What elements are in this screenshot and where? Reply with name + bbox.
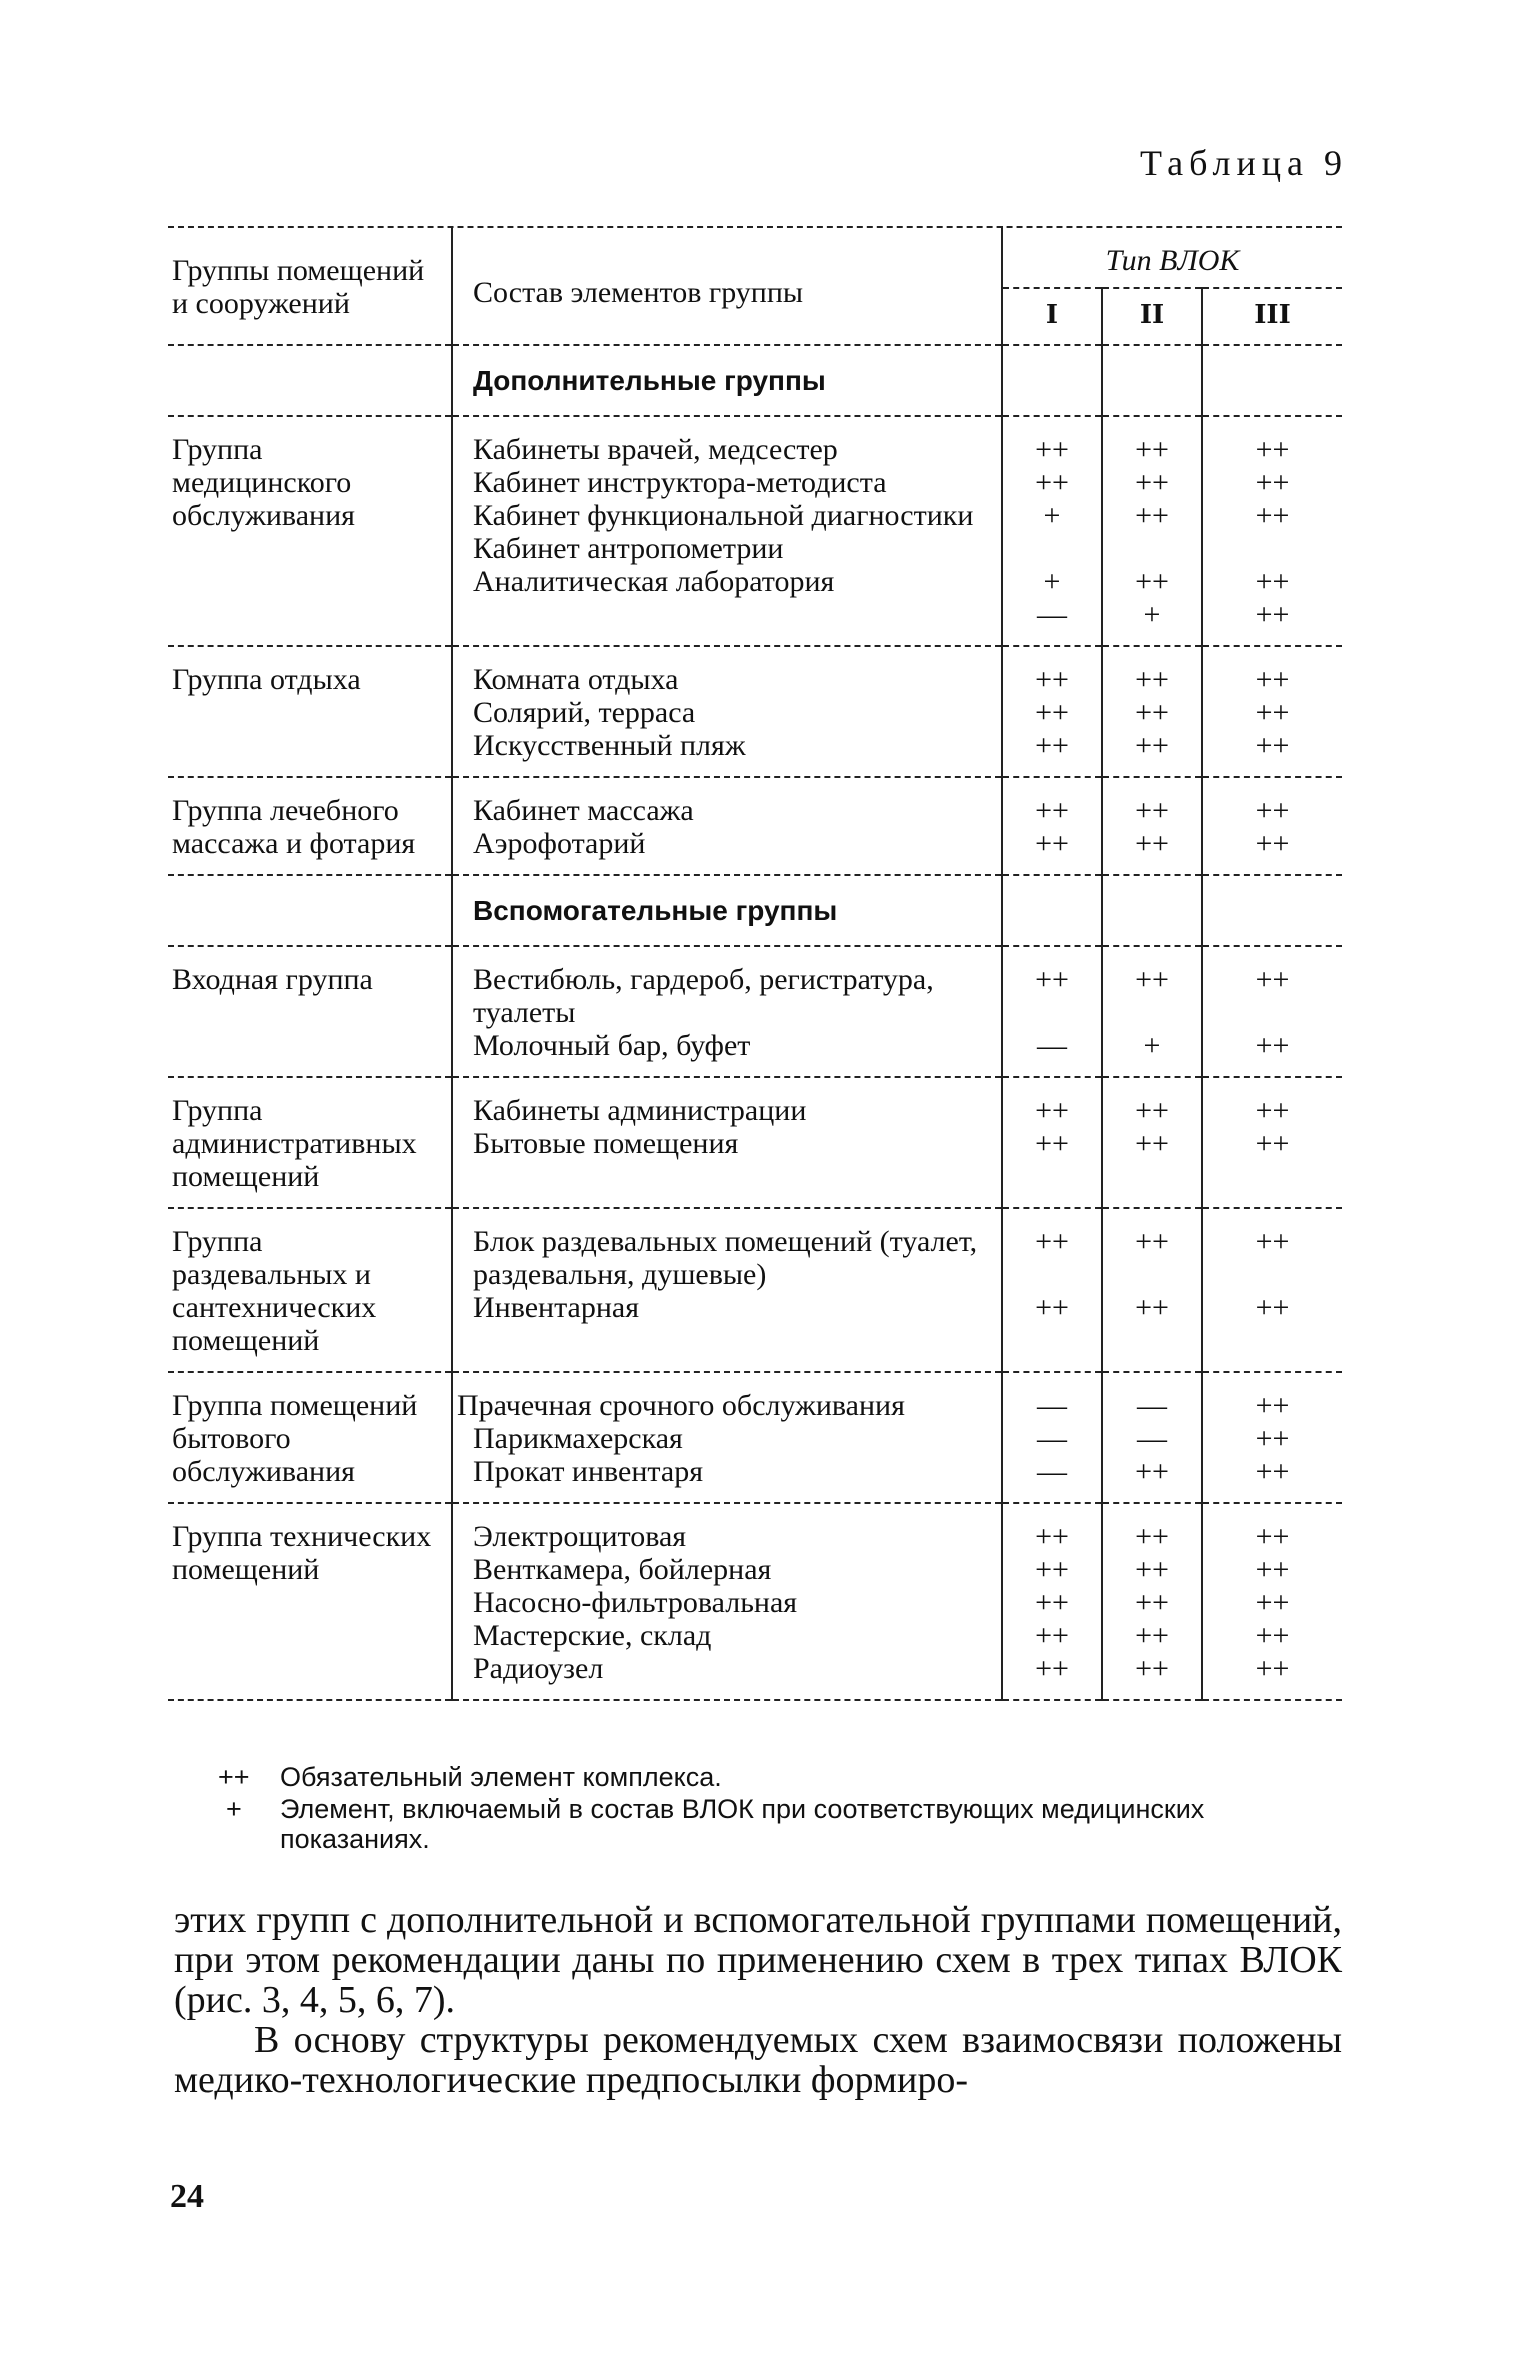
type-1-values: — — — (1002, 1372, 1102, 1503)
page-number: 24 (170, 2178, 204, 2215)
type-3-values: ++ ++ (1202, 777, 1342, 875)
table-row (168, 1077, 1342, 1208)
legend-item (218, 1794, 1338, 1854)
group-name: Группа лечебного массажа и фотария (168, 777, 452, 875)
group-elements: Кабинет массажа Аэрофотарий (452, 777, 1002, 875)
section-row (168, 875, 1342, 946)
section-row (168, 345, 1342, 416)
type-3-values: ++ ++ ++ (1202, 646, 1342, 777)
type-3-values: ++ ++ ++ ++ ++ (1202, 416, 1342, 646)
group-name: Входная группа (168, 946, 452, 1077)
legend-symbol: + (226, 1794, 242, 1824)
group-name: Группа технических помещений (168, 1503, 452, 1700)
legend-text: Обязательный элемент комплекса. (280, 1762, 722, 1792)
group-elements: Кабинеты администрации Бытовые помещения (452, 1077, 1002, 1208)
header-type: Тип ВЛОК (1002, 226, 1342, 288)
type-2-values: — — ++ (1102, 1372, 1202, 1503)
type-2-values: ++ ++ ++ ++ ++ (1102, 1503, 1202, 1700)
group-elements: Комната отдыха Солярий, терраса Искусственный пляж (452, 646, 1002, 777)
table-row (168, 777, 1342, 875)
legend-text: Элемент, включаемый в состав ВЛОК при соответствующих медицинских показаниях. (280, 1794, 1205, 1854)
type-3-values: ++ ++ (1202, 946, 1342, 1077)
table-row (168, 646, 1342, 777)
legend-item (218, 1762, 1338, 1792)
header-elements: Состав элементов группы (452, 226, 1002, 345)
type-3-values: ++ ++ (1202, 1208, 1342, 1372)
table-9 (168, 226, 1342, 1701)
type-1-values: ++ ++ (1002, 777, 1102, 875)
table-row (168, 1503, 1342, 1700)
type-2-values: ++ ++ ++ ++ + (1102, 416, 1202, 646)
header-type-3: III (1202, 288, 1342, 345)
type-1-values: ++ ++ + + — (1002, 416, 1102, 646)
type-1-values: ++ ++ (1002, 1077, 1102, 1208)
type-2-values: ++ + (1102, 946, 1202, 1077)
header-type-2: II (1102, 288, 1202, 345)
type-2-values: ++ ++ (1102, 1077, 1202, 1208)
type-1-values: ++ — (1002, 946, 1102, 1077)
paragraph: В основу структуры рекомендуемых схем взаимосвязи положены медико-технологические предпосылки формиро- (174, 2019, 1342, 2101)
table-top-rule (168, 226, 1342, 228)
group-elements: Блок раздевальных помещений (туалет, раздевальня, душевые) Инвентарная (452, 1208, 1002, 1372)
group-name: Группа медицинского обслуживания (168, 416, 452, 646)
header-group: Группы помещений и сооружений (168, 226, 452, 345)
type-2-values: ++ ++ (1102, 1208, 1202, 1372)
table-legend (218, 1762, 1338, 1856)
type-1-values: ++ ++ ++ (1002, 646, 1102, 777)
table-row (168, 946, 1342, 1077)
group-elements: Прачечная срочного обслуживания Парикмахерская Прокат инвентаря (452, 1372, 1002, 1503)
group-elements: Электрощитовая Венткамера, бойлерная Насосно-фильтровальная Мастерские, склад Радиоузел (452, 1503, 1002, 1700)
type-3-values: ++ ++ ++ (1202, 1372, 1342, 1503)
group-elements: Кабинеты врачей, медсестер Кабинет инструктора-методиста Кабинет функциональной диагностики Кабинет антропометрии Аналитическая лаборатория (452, 416, 1002, 646)
type-3-values: ++ ++ ++ ++ ++ (1202, 1503, 1342, 1700)
table-row (168, 416, 1342, 646)
group-name: Группа отдыха (168, 646, 452, 777)
group-name: Группа административных помещений (168, 1077, 452, 1208)
paragraph: этих групп с дополнительной и вспомогательной группами помещений, при этом рекомендации даны по применению схем в трех типах ВЛОК (рис. 3, 4, 5, 6, 7). (174, 1899, 1342, 2021)
group-name: Группа раздевальных и сантехнических помещений (168, 1208, 452, 1372)
type-1-values: ++ ++ (1002, 1208, 1102, 1372)
body-text (174, 1900, 1342, 2100)
type-3-values: ++ ++ (1202, 1077, 1342, 1208)
table-row (168, 1372, 1342, 1503)
legend-symbol: ++ (218, 1762, 250, 1792)
header-type-1: I (1002, 288, 1102, 345)
table-row (168, 1208, 1342, 1372)
type-2-values: ++ ++ ++ (1102, 646, 1202, 777)
table-caption: Таблица 9 (1140, 143, 1348, 183)
group-elements: Вестибюль, гардероб, регистратура, туалеты Молочный бар, буфет (452, 946, 1002, 1077)
type-2-values: ++ ++ (1102, 777, 1202, 875)
type-1-values: ++ ++ ++ ++ ++ (1002, 1503, 1102, 1700)
section-title: Дополнительные группы (452, 345, 1002, 416)
group-name: Группа помещений бытового обслуживания (168, 1372, 452, 1503)
section-title: Вспомогательные группы (452, 875, 1002, 946)
